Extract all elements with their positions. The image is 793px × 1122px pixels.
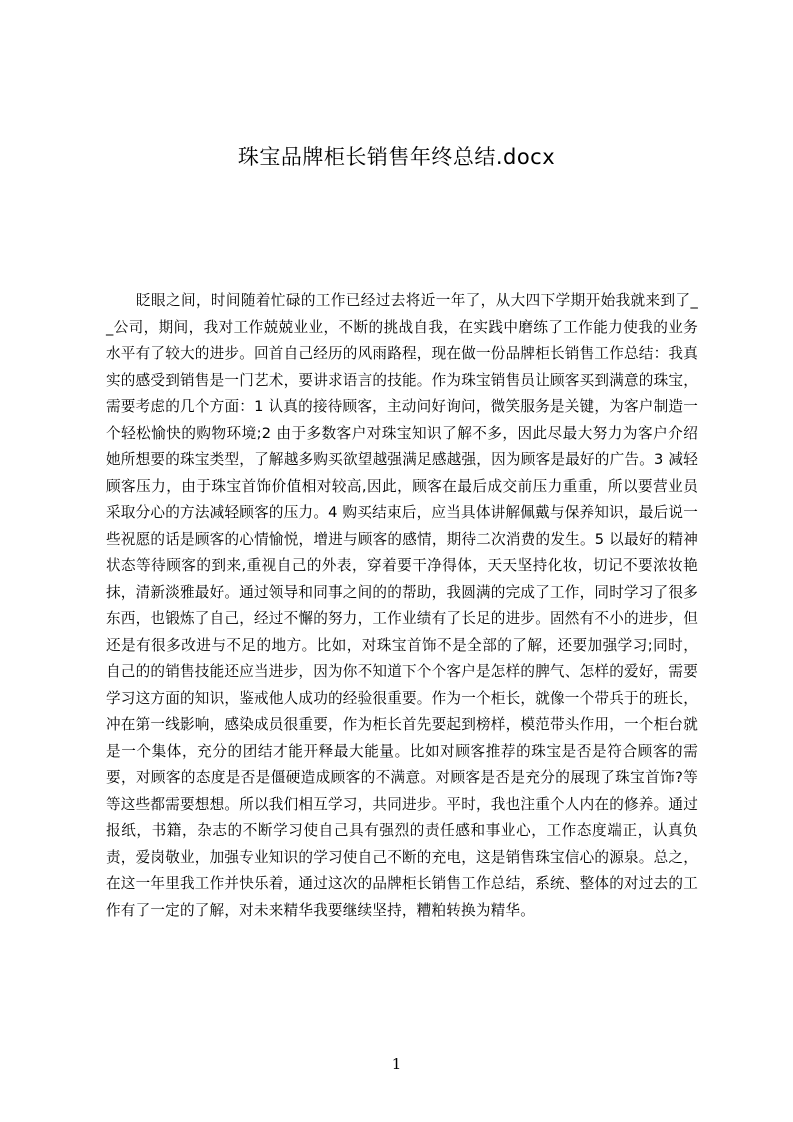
document-title: 珠宝品牌柜长销售年终总结.docx <box>237 145 556 169</box>
body-paragraph: 眨眼之间，时间随着忙碌的工作已经过去将近一年了，从大四下学期开始我就来到了__公司，期间，我对工作兢兢业业，不断的挑战自我，在实践中磨练了工作能力使我的业务水平有了较大的进步。回首自己经历的风雨路程，现在做一份品牌柜长销售工作总结：我真实的感受到销售是一门艺术，要讲求语言的技能。作为珠宝销售员让顾客买到满意的珠宝，需要考虑的几个方面：1 认真的接待顾客，主动问好询问，微笑服务是关键，为客户制造一个轻松愉快的购物环境;2 由于多数客户对珠宝知识了解不多，因此尽最大努力为客户介绍她所想要的珠宝类型，了解越多购买欲望越强满足感越强，因为顾客是最好的广告。3 减轻顾客压力，由于珠宝首饰价值相对较高,因此，顾客在最后成交前压力重重，所以要营业员采取分心的方法减轻顾客的压力。4 购买结束后，应当具体讲解佩戴与保养知识，最后说一些祝愿的话是顾客的心情愉悦，增进与顾客的感情，期待二次消费的发生。5 以最好的精神状态等待顾客的到来,重视自己的外表，穿着要干净得体，天天坚持化妆，切记不要浓妆艳抹，清新淡雅最好。通过领导和同事之间的的帮助，我圆满的完成了工作，同时学习了很多东西，也锻炼了自己，经过不懈的努力，工作业绩有了长足的进步。固然有不小的进步，但还是有很多改进与不足的地方。比如，对珠宝首饰不是全部的了解，还要加强学习;同时，自己的的销售技能还应当进步，因为你不知道下个个客户是怎样的脾气、怎样的爱好，需要学习这方面的知识，鉴戒他人成功的经验很重要。作为一个柜长，就像一个带兵于的班长，冲在第一线影响，感染成员很重要，作为柜长首先要起到榜样，模范带头作用，一个柜台就是一个集体，充分的团结才能开释最大能量。比如对顾客推荐的珠宝是否是符合顾客的需要，对顾客的态度是否是僵硬造成顾客的不满意。对顾客是否是充分的展现了珠宝首饰?等等这些都需要想想。所以我们相互学习，共同进步。平时，我也注重个人内在的修养。通过报纸，书籍，杂志的不断学习使自己具有强烈的责任感和事业心，工作态度端正，认真负责，爱岗敬业，加强专业知识的学习使自己不断的充电，这是销售珠宝信心的源泉。总之，在这一年里我工作并快乐着，通过这次的品牌柜长销售工作总结，系统、整体的对过去的工作有了一定的了解，对未来精华我要继续坚持，糟粕转换为精华。 <box>106 292 698 919</box>
page-number: 1 <box>391 1055 402 1073</box>
